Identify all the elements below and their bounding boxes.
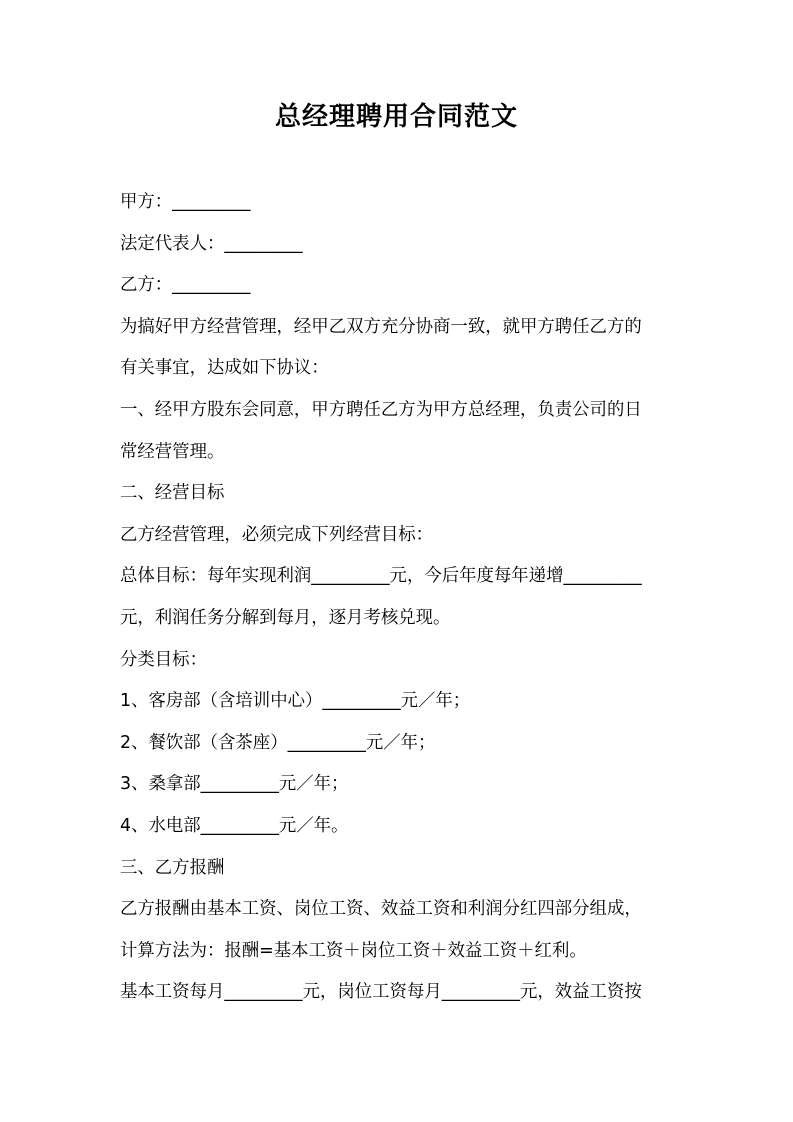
- preamble-line-1: 为搞好甲方经营管理，经甲乙双方充分协商一致，就甲方聘任乙方的: [120, 316, 642, 337]
- clause-1-line-2: 常经营管理。: [120, 441, 225, 462]
- document-body: [120, 182, 680, 1014]
- category-goal-item: 4、水电部_________元／年。: [120, 815, 349, 836]
- category-goals-heading: 分类目标：: [120, 649, 207, 670]
- legal-representative-line: 法定代表人：_________: [120, 233, 303, 254]
- clause-1-line-1: 一、经甲方股东会同意，甲方聘任乙方为甲方总经理，负责公司的日: [120, 399, 642, 420]
- category-goal-item: 1、客房部（含培训中心）_________元／年；: [120, 691, 471, 712]
- document-title: 总经理聘用合同范文: [274, 102, 518, 132]
- overall-goal-line-1: 总体目标：每年实现利润_________元，今后年度每年递增_________: [120, 566, 642, 587]
- party-a-line: 甲方：_________: [120, 192, 251, 212]
- section-heading-business-goals: 二、经营目标: [120, 483, 225, 504]
- party-b-line: 乙方：_________: [120, 275, 251, 296]
- category-goal-item: 3、桑拿部_________元／年；: [120, 774, 349, 795]
- remuneration-formula-line: 计算方法为：报酬=基本工资＋岗位工资＋效益工资＋红利。: [120, 940, 587, 961]
- section-heading-remuneration: 三、乙方报酬: [120, 857, 225, 878]
- business-goals-intro: 乙方经营管理，必须完成下列经营目标：: [120, 524, 434, 545]
- overall-goal-line-2: 元，利润任务分解到每月，逐月考核兑现。: [120, 607, 451, 628]
- remuneration-line-1: 乙方报酬由基本工资、岗位工资、效益工资和利润分红四部分组成，: [120, 899, 642, 920]
- preamble-line-2: 有关事宜，达成如下协议：: [120, 358, 329, 379]
- salary-detail-line: 基本工资每月_________元，岗位工资每月_________元，效益工资按: [120, 982, 642, 1003]
- category-goal-item: 2、餐饮部（含茶座）_________元／年；: [120, 732, 436, 753]
